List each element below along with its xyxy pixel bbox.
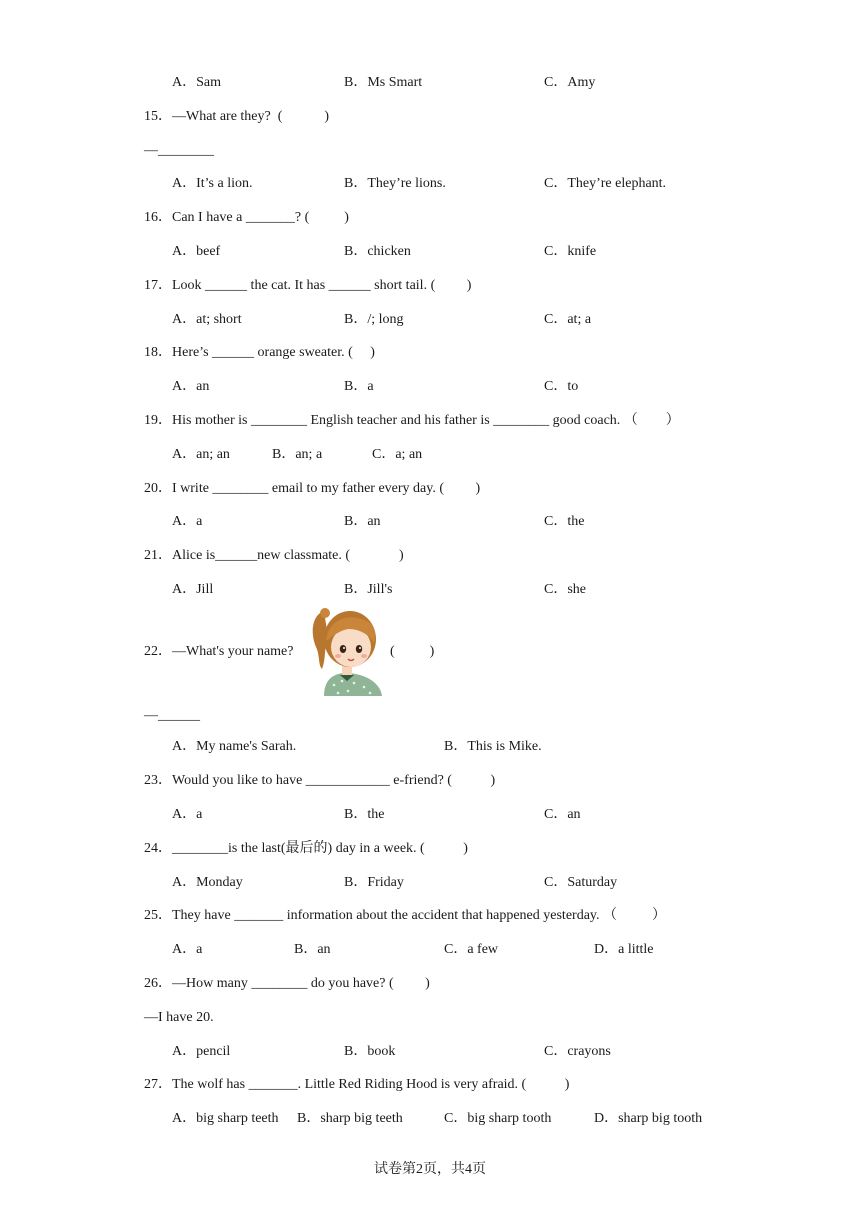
answer-line: —______ xyxy=(144,708,200,723)
option-a: A．pencil xyxy=(172,1044,231,1059)
question-19: 19．His mother is ________ English teacher and his father is ________ good coach. （ ） xyxy=(144,413,680,428)
question-22: 22．—What's your name? xyxy=(144,644,294,659)
option-c: C．big sharp tooth xyxy=(444,1111,552,1126)
question-27: 27．The wolf has _______. Little Red Riding Hood is very afraid. ( ) xyxy=(144,1077,570,1092)
option-a: A．It’s a lion. xyxy=(172,176,253,191)
option-a: A．beef xyxy=(172,244,221,259)
question-24: 24．________is the last(最后的) day in a week. ( ) xyxy=(144,841,468,856)
option-b: B．They’re lions. xyxy=(344,176,446,191)
option-b: B．book xyxy=(344,1044,396,1059)
option-c: C．They’re elephant. xyxy=(544,176,667,191)
option-a: A．Jill xyxy=(172,582,214,597)
option-b: B．Friday xyxy=(344,875,404,890)
option-c: C．an xyxy=(544,807,581,822)
question-26: 26．—How many ________ do you have? ( ) xyxy=(144,976,430,991)
answer-line: —________ xyxy=(144,143,214,158)
option-c: C．she xyxy=(544,582,586,597)
option-a: A．big sharp teeth xyxy=(172,1111,279,1126)
option-a: A．Sam xyxy=(172,75,221,90)
option-c: C．to xyxy=(544,379,579,394)
option-a: A．a xyxy=(172,514,203,529)
option-b: B．This is Mike. xyxy=(444,739,542,754)
question-17: 17．Look ______ the cat. It has ______ short tail. ( ) xyxy=(144,278,472,293)
option-d: D．sharp big tooth xyxy=(594,1111,703,1126)
question-25: 25．They have _______ information about the accident that happened yesterday. （ ） xyxy=(144,908,666,923)
question-20: 20．I write ________ email to my father every day. ( ) xyxy=(144,481,481,496)
option-b: B．an xyxy=(344,514,381,529)
option-b: B．the xyxy=(344,807,385,822)
option-c: C．knife xyxy=(544,244,597,259)
option-a: A．a xyxy=(172,807,203,822)
option-c: C．the xyxy=(544,514,585,529)
page-footer: 试卷第2页，共4页 xyxy=(374,1162,486,1177)
option-d: D．a little xyxy=(594,942,654,957)
question-15: 15．—What are they? ( ) xyxy=(144,109,330,124)
option-b: B．an; a xyxy=(272,447,323,462)
girl-illustration xyxy=(310,603,382,696)
option-a: A．at; short xyxy=(172,312,242,327)
question-23: 23．Would you like to have ____________ e-friend? ( ) xyxy=(144,773,496,788)
option-b: B．/; long xyxy=(344,312,404,327)
option-b: B．Ms Smart xyxy=(344,75,423,90)
option-b: B．a xyxy=(344,379,374,394)
question-16: 16．Can I have a _______? ( ) xyxy=(144,210,349,225)
option-a: A．an xyxy=(172,379,210,394)
answer-line: —I have 20. xyxy=(144,1010,214,1025)
option-c: C．crayons xyxy=(544,1044,611,1059)
option-c: C．a; an xyxy=(372,447,423,462)
question-21: 21．Alice is______new classmate. ( ) xyxy=(144,548,404,563)
option-a: A．Monday xyxy=(172,875,243,890)
option-a: A．a xyxy=(172,942,203,957)
option-a: A．an; an xyxy=(172,447,230,462)
option-c: C．at; a xyxy=(544,312,592,327)
option-b: B．an xyxy=(294,942,331,957)
option-b: B．chicken xyxy=(344,244,411,259)
option-c: C．Amy xyxy=(544,75,596,90)
option-c: C．a few xyxy=(444,942,499,957)
question-18: 18．Here’s ______ orange sweater. ( ) xyxy=(144,345,375,360)
answer-paren: ( ) xyxy=(390,644,435,659)
option-b: B．Jill's xyxy=(344,582,393,597)
option-a: A．My name's Sarah. xyxy=(172,739,297,754)
option-b: B．sharp big teeth xyxy=(297,1111,403,1126)
option-c: C．Saturday xyxy=(544,875,618,890)
